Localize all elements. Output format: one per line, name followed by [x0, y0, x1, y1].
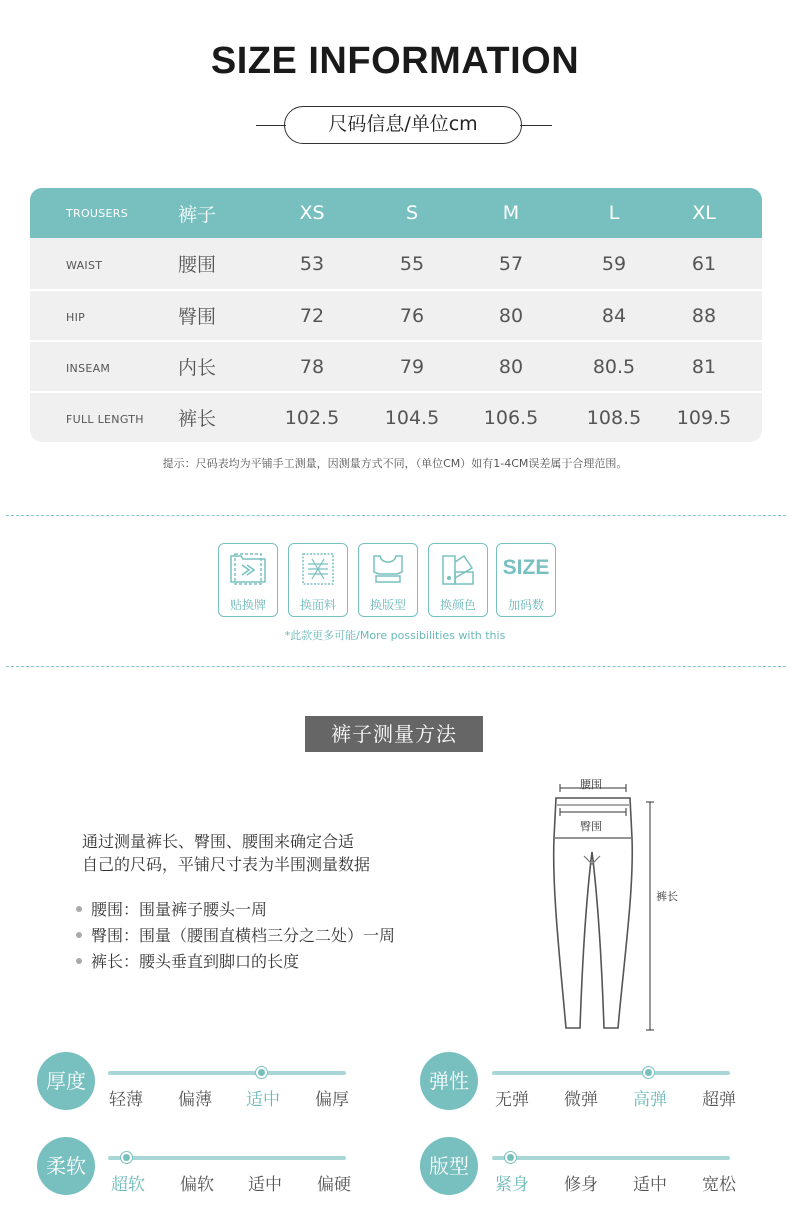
feature-label: 换面料 [299, 598, 336, 612]
header-cn: 裤子 [178, 203, 217, 226]
scale-knob [121, 1152, 132, 1163]
table-row [30, 291, 762, 340]
scale-option: 修身 [564, 1175, 598, 1195]
bullet-dot [76, 958, 82, 964]
subtitle-pill: 尺码信息/单位cm [284, 106, 522, 144]
scale-thickness-title: 厚度 [37, 1052, 95, 1110]
pants-diagram [530, 770, 670, 1040]
table-row [30, 393, 762, 442]
page-title: SIZE INFORMATION [210, 40, 580, 82]
scale-option: 无弹 [495, 1090, 529, 1110]
bullet-dot [76, 906, 82, 912]
diagram-length-label: 裤长 [656, 890, 678, 903]
header-en: TROUSERS [66, 206, 129, 220]
method-bullet [76, 949, 299, 972]
scale-softness-title: 柔软 [37, 1137, 95, 1195]
method-bullet-text: 臀围：围量（腰围直横档三分之二处）一周 [91, 926, 396, 945]
label-tag-icon [227, 550, 269, 588]
row-cn-label: 腰围 [178, 254, 217, 276]
scale-track [492, 1071, 730, 1075]
scale-knob [505, 1152, 516, 1163]
scale-option: 超弹 [702, 1090, 736, 1110]
table-cell: 109.5 [676, 406, 732, 429]
table-cell: 78 [299, 355, 325, 378]
table-cell: 72 [299, 304, 325, 327]
size-text-icon: SIZE [502, 556, 550, 579]
table-header-row [30, 188, 762, 238]
table-cell: 80.5 [592, 355, 636, 378]
dashed-divider [6, 515, 786, 516]
header-size: XL [692, 202, 716, 224]
scale-option: 偏软 [180, 1175, 214, 1195]
diagram-waist-label: 腰围 [580, 778, 602, 791]
table-cell: 80 [498, 355, 524, 378]
feature-color [428, 543, 488, 617]
feature-bra-top [358, 543, 418, 617]
scale-option: 轻薄 [109, 1090, 143, 1110]
dashed-divider [6, 666, 786, 667]
feature-label: 换颜色 [439, 598, 476, 612]
scale-option: 高弹 [633, 1090, 667, 1110]
subtitle-line-right [520, 125, 552, 126]
feature-add-size [496, 543, 556, 617]
scale-option: 适中 [248, 1175, 282, 1195]
feature-label: 换版型 [369, 598, 406, 612]
scale-option: 微弹 [564, 1090, 598, 1110]
table-cell: 108.5 [586, 406, 642, 429]
feature-fabric [288, 543, 348, 617]
table-cell: 59 [601, 252, 627, 275]
table-cell: 106.5 [483, 406, 539, 429]
more-possibilities-text: *此款更多可能/More possibilities with this [284, 629, 506, 642]
header-size: L [608, 202, 620, 224]
table-cell: 80 [498, 304, 524, 327]
method-bullet-text: 裤长：腰头垂直到脚口的长度 [91, 952, 300, 971]
feature-label: 加码数 [507, 598, 544, 612]
table-row [30, 238, 762, 289]
method-intro-line: 自己的尺码，平铺尺寸表为半围测量数据 [82, 855, 371, 874]
table-cell: 88 [691, 304, 717, 327]
feature-label-tag [218, 543, 278, 617]
scale-knob [643, 1067, 654, 1078]
scale-option: 偏薄 [178, 1090, 212, 1110]
scale-track [108, 1156, 346, 1160]
method-bullet [76, 923, 395, 946]
table-cell: 81 [691, 355, 717, 378]
scale-option: 偏硬 [317, 1175, 351, 1195]
scale-option: 适中 [633, 1175, 667, 1195]
header-size: S [405, 202, 419, 224]
row-cn-label: 臀围 [178, 306, 217, 328]
subtitle-line-left [256, 125, 286, 126]
table-row [30, 342, 762, 391]
row-en-label: WAIST [66, 259, 103, 272]
bra-top-icon [367, 550, 409, 588]
table-cell: 84 [601, 304, 627, 327]
color-swatch-icon [437, 550, 479, 588]
diagram-hip-label: 臀围 [580, 820, 602, 833]
table-cell: 53 [299, 252, 325, 275]
table-cell: 57 [498, 252, 524, 275]
row-cn-label: 裤长 [178, 408, 217, 430]
method-bullet [76, 897, 267, 920]
feature-label: 贴换牌 [229, 598, 266, 612]
scale-knob [256, 1067, 267, 1078]
scale-track [492, 1156, 730, 1160]
row-cn-label: 内长 [178, 357, 217, 379]
row-en-label: HIP [66, 311, 86, 324]
measurement-note: 提示：尺码表均为平铺手工测量，因测量方式不同，（单位CM）如有1-4CM误差属于合理范围。 [162, 457, 628, 470]
scale-option: 偏厚 [315, 1090, 349, 1110]
table-cell: 76 [399, 304, 425, 327]
table-cell: 61 [691, 252, 717, 275]
header-size: XS [299, 202, 325, 224]
header-size: M [502, 202, 520, 224]
size-table [30, 188, 762, 442]
scale-option: 紧身 [495, 1175, 529, 1195]
scale-fit-title: 版型 [420, 1137, 478, 1195]
scale-option: 适中 [246, 1090, 280, 1110]
table-cell: 104.5 [384, 406, 440, 429]
table-cell: 79 [399, 355, 425, 378]
bullet-dot [76, 932, 82, 938]
method-title: 裤子测量方法 [305, 716, 483, 752]
scale-track [108, 1071, 346, 1075]
scale-elasticity-title: 弹性 [420, 1052, 478, 1110]
scale-option: 宽松 [702, 1175, 736, 1195]
row-en-label: INSEAM [66, 362, 111, 375]
method-intro-line: 通过测量裤长、臀围、腰围来确定合适 [82, 832, 355, 851]
table-cell: 102.5 [284, 406, 340, 429]
fabric-icon [297, 550, 339, 588]
method-bullet-text: 腰围：围量裤子腰头一周 [91, 900, 268, 919]
table-cell: 55 [399, 252, 425, 275]
row-en-label: FULL LENGTH [66, 413, 144, 426]
scale-option: 超软 [111, 1175, 145, 1195]
